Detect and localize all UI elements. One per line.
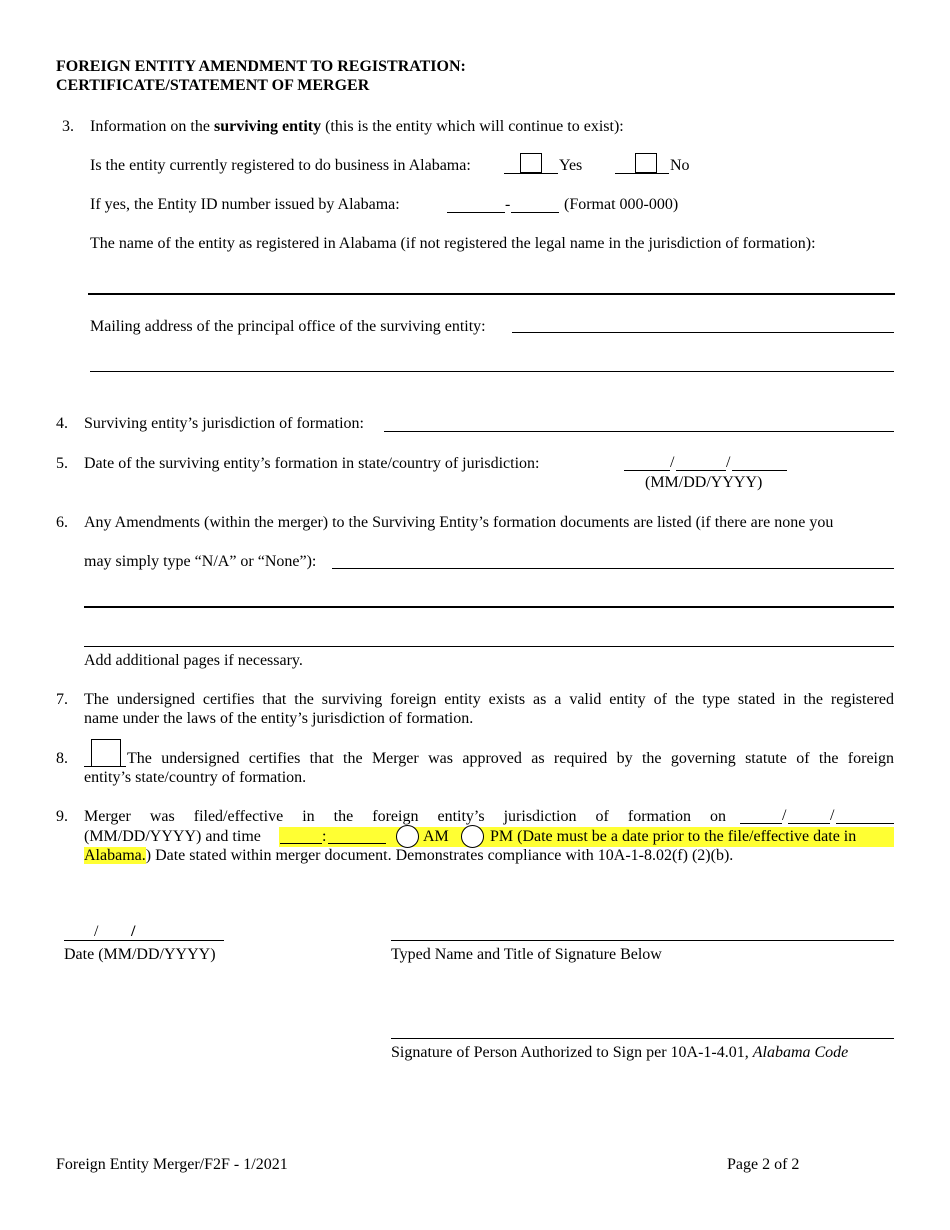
- am-label: AM: [423, 828, 449, 845]
- item5-number: 5.: [56, 455, 68, 472]
- formation-date-slash2: /: [726, 454, 731, 471]
- item4-number: 4.: [56, 415, 68, 432]
- signing-date-slash2: /: [131, 923, 136, 940]
- amendments-field-1[interactable]: [332, 568, 894, 569]
- item3-number: 3.: [62, 118, 74, 135]
- additional-pages-note: Add additional pages if necessary.: [84, 652, 303, 669]
- item9-number: 9.: [56, 808, 68, 825]
- registered-yes-checkbox[interactable]: [520, 153, 542, 173]
- formation-date-slash1: /: [670, 454, 675, 471]
- registered-no-checkbox[interactable]: [635, 153, 657, 173]
- merger-minute-field[interactable]: [328, 843, 386, 844]
- merger-hour-field[interactable]: [280, 843, 322, 844]
- item8-line2: entity’s state/country of formation.: [84, 769, 307, 786]
- item9-line3: Alabama.) Date stated within merger document. Demonstrates compliance with 10A-1-8.02(f) (2)(b).: [84, 847, 734, 864]
- am-radio[interactable]: [396, 825, 419, 848]
- item7-line1: The undersigned certifies that the surviving foreign entity exists as a valid entity of the type stated in the registered: [84, 691, 894, 708]
- item3-intro: Information on the surviving entity (this is the entity which will continue to exist):: [90, 118, 624, 135]
- amendments-line1: Any Amendments (within the merger) to the Surviving Entity’s formation documents are listed (if there are none you: [84, 514, 834, 531]
- mailing-address-field-1[interactable]: [512, 332, 894, 333]
- merger-month-field[interactable]: [740, 823, 782, 824]
- typed-name-field[interactable]: [391, 940, 894, 941]
- amendments-line2: may simply type “N/A” or “None”):: [84, 553, 317, 570]
- alabama-highlight: Alabama.: [84, 847, 146, 864]
- registered-question: Is the entity currently registered to do business in Alabama:: [90, 157, 471, 174]
- signing-date-field[interactable]: [64, 940, 224, 941]
- yes-underline: [504, 173, 558, 174]
- signature-field[interactable]: [391, 1038, 894, 1039]
- mailing-address-label: Mailing address of the principal office of the surviving entity:: [90, 318, 486, 335]
- pm-label: PM (Date must be a date prior to the file/effective date in: [490, 828, 857, 845]
- item7-number: 7.: [56, 691, 68, 708]
- signing-date-slash1: /: [94, 923, 99, 940]
- jurisdiction-label: Surviving entity’s jurisdiction of formation:: [84, 415, 364, 432]
- item6-number: 6.: [56, 514, 68, 531]
- merger-day-field[interactable]: [788, 823, 830, 824]
- item8-line1: The undersigned certifies that the Merger was approved as required by the governing statute of the foreign: [127, 750, 894, 767]
- no-underline: [615, 173, 669, 174]
- entity-id-label: If yes, the Entity ID number issued by Alabama:: [90, 196, 400, 213]
- amendments-field-2[interactable]: [84, 606, 894, 608]
- merger-date-slash1: /: [782, 807, 787, 824]
- form-title-line2: CERTIFICATE/STATEMENT OF MERGER: [56, 77, 370, 94]
- amendments-field-3[interactable]: [84, 646, 894, 647]
- merger-year-field[interactable]: [836, 823, 894, 824]
- pm-radio[interactable]: [461, 825, 484, 848]
- formation-month-field[interactable]: [624, 470, 670, 471]
- entity-name-field[interactable]: [88, 293, 895, 295]
- jurisdiction-field[interactable]: [384, 431, 894, 432]
- formation-date-label: Date of the surviving entity’s formation in state/country of jurisdiction:: [84, 455, 540, 472]
- entity-id-format: (Format 000-000): [564, 196, 679, 213]
- merger-date-slash2: /: [830, 807, 835, 824]
- entity-id-part1-field[interactable]: [447, 212, 505, 213]
- mailing-address-field-2[interactable]: [90, 371, 894, 372]
- item9-line1: Merger was filed/effective in the foreign entity’s jurisdiction of formation on: [84, 808, 726, 825]
- formation-year-field[interactable]: [732, 470, 787, 471]
- signature-label: Signature of Person Authorized to Sign per 10A-1-4.01, Alabama Code: [391, 1044, 849, 1061]
- merger-approved-checkbox[interactable]: [91, 739, 121, 767]
- no-label: No: [670, 157, 690, 174]
- signing-date-label: Date (MM/DD/YYYY): [64, 946, 216, 963]
- formation-date-format: (MM/DD/YYYY): [645, 474, 763, 491]
- formation-day-field[interactable]: [676, 470, 726, 471]
- form-title-line1: FOREIGN ENTITY AMENDMENT TO REGISTRATION:: [56, 58, 466, 75]
- footer-form-id: Foreign Entity Merger/F2F - 1/2021: [56, 1156, 288, 1173]
- item7-line2: name under the laws of the entity’s jurisdiction of formation.: [84, 710, 474, 727]
- entity-id-dash: -: [505, 196, 511, 213]
- entity-name-label: The name of the entity as registered in Alabama (if not registered the legal name in the jurisdiction of formation):: [90, 235, 816, 252]
- item8-number: 8.: [56, 750, 68, 767]
- footer-page-number: Page 2 of 2: [727, 1156, 800, 1173]
- item9-time-label: (MM/DD/YYYY) and time: [84, 828, 261, 845]
- yes-label: Yes: [559, 157, 583, 174]
- entity-id-part2-field[interactable]: [511, 212, 559, 213]
- typed-name-label: Typed Name and Title of Signature Below: [391, 946, 662, 963]
- time-colon: :: [322, 828, 327, 845]
